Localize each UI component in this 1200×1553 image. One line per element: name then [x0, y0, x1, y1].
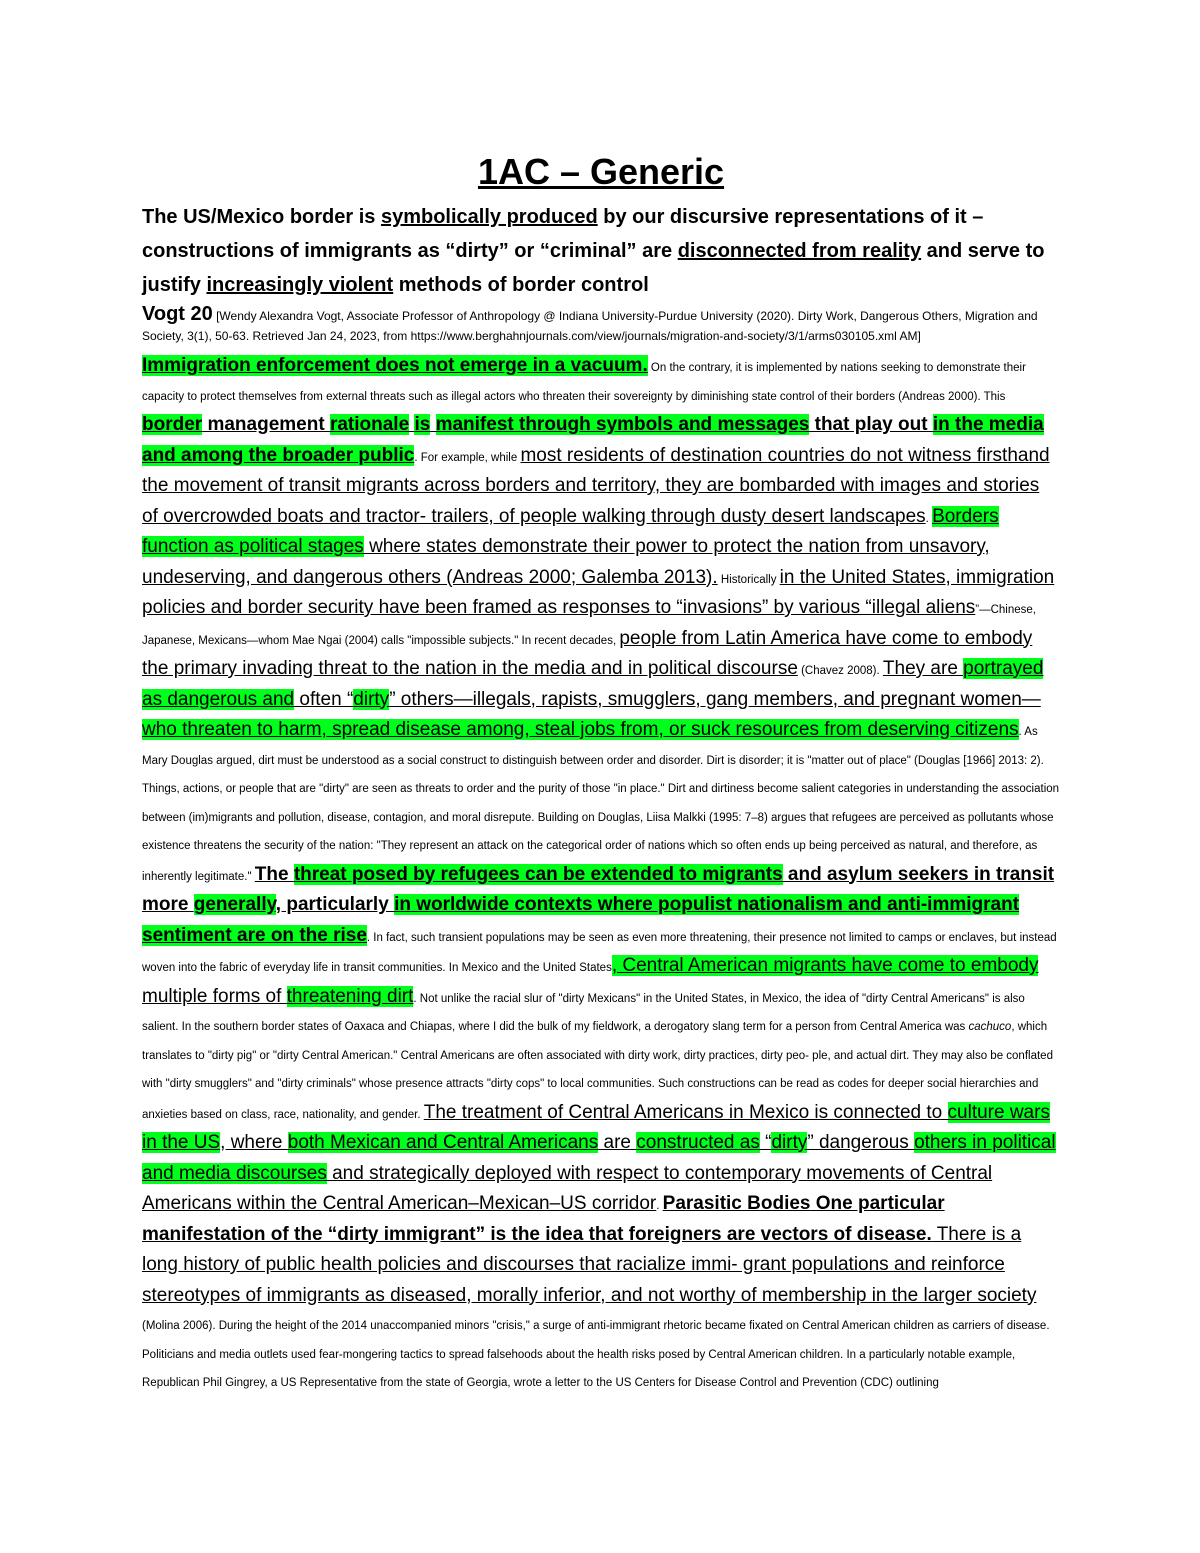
card-text-segment: . [656, 1200, 663, 1212]
card-text-segment: ” others—illegals, rapists, smugglers, gang members, and pregnant women— [389, 688, 1041, 710]
card-text-segment: and strategically deployed with respect to contemporary movements of Central Americans within the Central American–Mexican–US corridor [142, 1162, 993, 1214]
card-text-segment: ”—Chinese, Japanese, Mexicans—whom Mae Ngai (2004) calls "impossible subjects." In recent decades, [142, 604, 1036, 647]
card-text-segment: dirty [353, 688, 390, 710]
card-text-segment: ” dangerous [807, 1132, 915, 1153]
card-text-segment: rationale [329, 414, 410, 435]
card-text-segment: . As Mary Douglas argued, dirt must be understood as a social construct to distinguish between order and disorder. Dirt is disorder; it is "matter out of place" (Douglas [1966] 2013: 2). Things, actions, or people that are "dirty" are seen as threats to order and the purity of those "in place." Dirt and dirtiness become salient categories in understanding the association between (im)migrants and pollution, disease, contagion, and moral disrepute. Building on Douglas, Liisa Malkki (1995: 7–8) argues that refugees are perceived as pollutants whose existence threatens the security of the nation: "They represent an attack on the categorical order of nations which so often ends up being perceived as natural, and therefore, as inherently legitimate." [142, 726, 1060, 883]
card-text-segment: The [254, 863, 294, 885]
card-text-segment: often “ [294, 688, 354, 710]
card-text-segment: dirty [771, 1132, 808, 1153]
citation-author: Vogt 20 [142, 303, 213, 325]
card-text-segment: culture wars in the US [142, 1101, 1050, 1153]
tag-segment: increasingly violent [206, 274, 394, 296]
card-text-segment: in worldwide contexts where populist nationalism and anti-immigrant sentiment are on the rise [142, 894, 1020, 946]
document-page [142, 150, 1060, 1398]
card-text-segment: both Mexican and Central Americans [287, 1132, 599, 1153]
card-text-segment: generally [193, 894, 276, 915]
card-text-segment: (Chavez 2008). [797, 665, 883, 677]
card-text-segment: that play out [809, 414, 933, 435]
card-text-segment: threat posed by refugees can be extended to migrants [293, 863, 783, 885]
card-text-segment: most residents of destination countries do not witness firsthand the movement of transit migrants across borders and territory, they are bombarded with images and stories of overcrowded boats and tractor- trailers, of people walking through dusty desert landscapes [142, 444, 1050, 527]
tag-segment: disconnected from reality [677, 240, 922, 262]
citation-text: [Wendy Alexandra Vogt, Associate Professor of Anthropology @ Indiana University-Purdue University (2020). Dirty Work, Dangerous Others, Migration and Society, 3(1), 50-63. Retrieved Jan 24, 2023, from https://www.berghahnjournals.com/view/journals/migration-and-society/3/1/arms030105.xml AM] [142, 309, 1038, 343]
card-text-segment: , Central American migrants have come to embody [611, 955, 1039, 976]
card-text-segment: threatening dirt [286, 985, 414, 1007]
document-title: 1AC – Generic [477, 151, 725, 192]
card-text-segment: Parasitic Bodies One particular manifestation of the “dirty immigrant” is the idea that foreigners are vectors of disease. [142, 1193, 945, 1245]
card-text-segment: . [925, 512, 933, 525]
card-text-segment: portrayed as dangerous and [142, 658, 1044, 710]
card-text-segment: “ [759, 1132, 772, 1153]
card-text-segment: are [598, 1132, 637, 1153]
tag-segment: The US/Mexico border is [142, 206, 381, 228]
card-text-segment: . For example, while [414, 451, 521, 464]
card-text-segment: On the contrary, it is implemented by nations seeking to demonstrate their capacity to protect themselves from external threats such as illegal actors who threaten their sovereignty by diminishing state control of their borders (Andreas 2000). This [142, 362, 1026, 403]
card-text-segment: constructed as [636, 1132, 760, 1153]
card-text-segment: Historically [717, 573, 780, 586]
tag-segment: symbolically produced [380, 206, 598, 228]
citation [142, 304, 1060, 346]
card-text-segment: They are [882, 658, 964, 679]
tag-segment: and serve to justify [142, 240, 1045, 296]
card-text-segment: (Molina 2006). During the height of the 2014 unaccompanied minors "crisis," a surge of anti-immigrant rhetoric became fixated on Central American children as carriers of disease. Politicians and media outlets used fear-mongering tactics to spread falsehoods about the health risks posed by Central American children. In a particularly notable example, Republican Phil Gingrey, a US Representative from the state of Georgia, wrote a letter to the US Centers for Disease Control and Prevention (CDC) outlining [142, 1320, 1050, 1389]
card-text-segment: There is a long history of public health policies and discourses that racialize immi- grant populations and reinforce stereotypes of immigrants as diseased, morally inferior, and not worthy of membership in the larger society [142, 1223, 1037, 1306]
card-text-segment: , which translates to "dirty pig" or "dirty Central American." Central Americans are often associated with dirty work, dirty practices, dirty peo- ple, and actual dirt. They may also be conflated with "dirty smugglers" and "dirty criminals" whose presence attracts "dirty cops" to local communities. Such constructions can be read as codes for deeper social hierarchies and anxieties based on class, race, nationality, and gender. [142, 1021, 1053, 1121]
card-text-segment: Immigration enforcement does not emerge in a vacuum. [142, 355, 648, 376]
tag-segment: methods of border control [393, 274, 649, 296]
card-text-segment: The treatment of Central Americans in Mexico is connected to [423, 1101, 948, 1123]
card-text-segment: . Not unlike the racial slur of "dirty Mexicans" in the United States, in Mexico, the idea of "dirty Central Americans" is also salient. In the southern border states of Oaxaca and Chiapas, where I did the bulk of my fieldwork, a derogatory slang term for a person from Central America was [142, 992, 1025, 1033]
card-text-segment: border [142, 414, 203, 435]
card-text-segment: . In fact, such transient populations may be seen as even more threatening, their presence not limited to camps or enclaves, but instead woven into the fabric of everyday life in transit communities. In Mexico and the United States [142, 931, 1057, 974]
card-text-segment: where states demonstrate their power to protect the nation from unsavory, undeserving, and dangerous others (Andreas 2000; Galemba 2013). [142, 536, 990, 588]
card-text-segment: is [414, 414, 431, 435]
card-body [142, 352, 1060, 1398]
card-text-segment [430, 414, 435, 435]
card-text-segment: others in political and media discourses [142, 1132, 1056, 1184]
card-text-segment: Borders function as political stages [142, 505, 999, 557]
card-tag [142, 200, 1060, 302]
card-text-segment: people from Latin America have come to embody the primary invading threat to the nation in the media and in political discourse [142, 627, 1033, 679]
card-text-segment: in the media and among the broader public [142, 414, 1044, 466]
card-text-segment: who threaten to harm, spread disease among, steal jobs from, or suck resources from deserving citizens [142, 719, 1019, 740]
card-text-segment: in the United States, immigration policies and border security have been framed as responses to “invasions” by various “illegal aliens [142, 566, 1055, 618]
card-text-segment: multiple forms of [142, 985, 287, 1007]
card-text-segment: management [202, 414, 330, 435]
tag-segment: by our discursive representations of it – constructions of immigrants as “dirty” or “criminal” are [142, 206, 984, 262]
card-text-segment: , particularly [275, 894, 395, 915]
card-text-segment: and asylum seekers in transit more [142, 863, 1055, 915]
card-text-segment: , where [220, 1132, 288, 1153]
card-text-segment: manifest through symbols and messages [435, 414, 810, 435]
card-text-segment: cachuco [968, 1021, 1012, 1033]
